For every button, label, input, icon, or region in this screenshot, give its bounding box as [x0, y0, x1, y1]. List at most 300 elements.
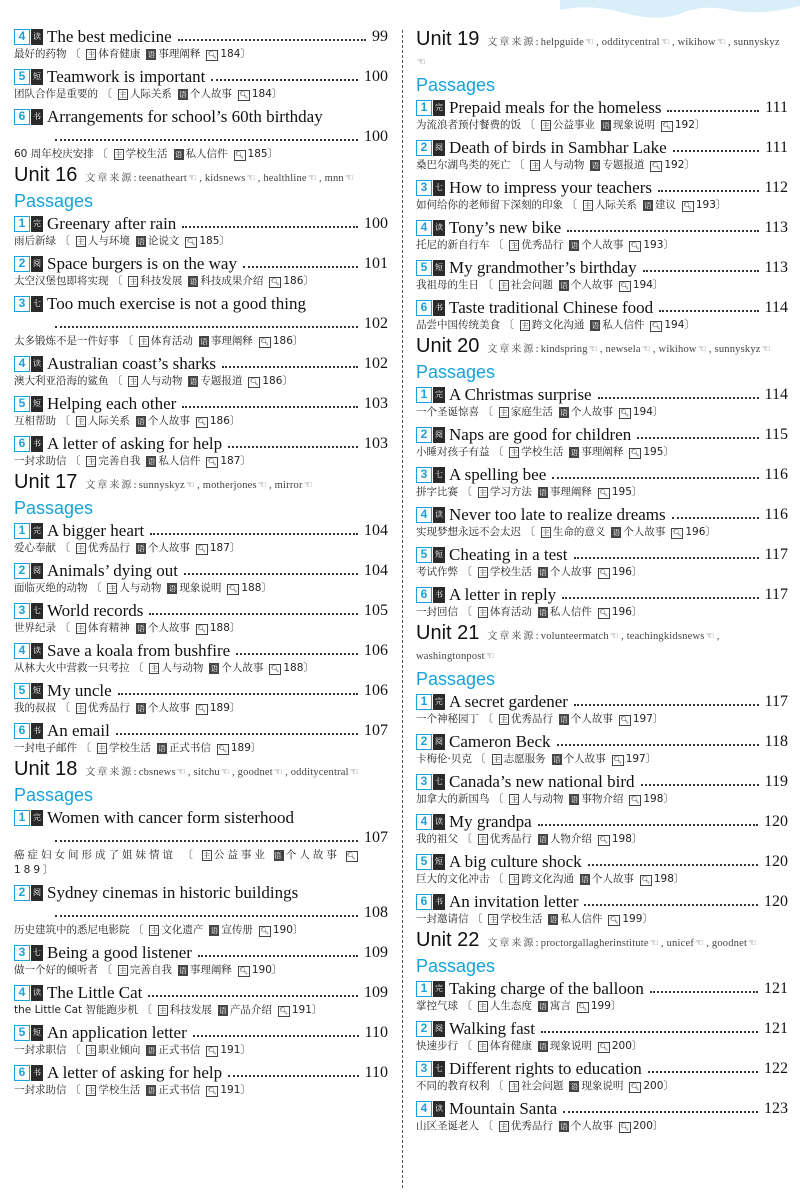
source-separator: ,: [199, 173, 205, 184]
dot-leader: [182, 406, 358, 408]
genre-tag-icon: 语: [644, 201, 652, 210]
bracket-close: 〕: [303, 662, 314, 674]
entry-type-badge: 读: [31, 643, 43, 659]
entry-title[interactable]: Mountain Santa: [449, 1098, 558, 1118]
entry-theme: 社会问题: [510, 279, 553, 291]
entry-genre: 人物介绍: [549, 833, 592, 845]
bracket-open: 〔: [479, 406, 493, 418]
bracket-close: 〕: [229, 702, 241, 714]
entry-page-number: 123: [764, 1099, 788, 1117]
entry-title[interactable]: Death of birds in Sambhar Lake: [449, 137, 667, 157]
entry-title[interactable]: Different rights to education: [449, 1058, 642, 1078]
entry-title-line[interactable]: [14, 720, 388, 741]
entry-number: 2: [416, 1021, 432, 1037]
passages-heading: Passages: [416, 75, 496, 95]
bracket-open: 〔: [489, 239, 504, 251]
dot-leader: [643, 270, 759, 272]
entry-genre: 现象说明: [179, 582, 222, 594]
theme-tag-icon: 主: [500, 715, 508, 724]
theme-tag-icon: 主: [542, 121, 550, 130]
passages-heading: Passages: [14, 191, 94, 211]
entry-title-line[interactable]: [14, 982, 388, 1003]
entry-number: 5: [14, 683, 30, 699]
entry-number: 3: [14, 296, 30, 312]
entry-title-line[interactable]: [14, 1062, 388, 1083]
entry-chinese-title: 一封回信: [416, 606, 458, 618]
entry-title[interactable]: Cheating in a test: [449, 544, 568, 564]
toc-entry[interactable]: [14, 982, 388, 1018]
entry-title-line[interactable]: [416, 731, 788, 752]
sources-label: 文章来源:: [487, 344, 541, 355]
magnifier-page-icon: 🔍︎: [197, 625, 207, 633]
toc-entry[interactable]: [14, 293, 388, 349]
theme-tag-icon: 主: [479, 835, 487, 844]
toc-entry[interactable]: [14, 640, 388, 676]
entry-title-line[interactable]: [14, 26, 388, 47]
entry-title-line[interactable]: [14, 106, 388, 127]
entry-theme: 体育活动: [489, 606, 532, 618]
genre-tag-icon: 语: [591, 161, 600, 170]
entry-theme: 人与动物: [140, 375, 183, 387]
entry-chinese-title: 我的祖父: [416, 833, 458, 845]
bracket-open: 〔: [56, 622, 70, 634]
source-separator: ,: [671, 37, 678, 48]
source-name: sunnyskyz: [733, 37, 780, 48]
entry-answer-page: 193: [643, 239, 664, 251]
dot-leader: [116, 733, 358, 735]
entry-title[interactable]: Teamwork is important: [47, 66, 206, 86]
entry-answer-page: 186: [283, 275, 304, 287]
toc-entry[interactable]: [14, 560, 388, 596]
entry-answer-page: 188: [241, 582, 262, 594]
entry-meta-line: [14, 334, 388, 349]
genre-tag-icon: 语: [179, 966, 187, 975]
entry-page-line: [14, 127, 388, 147]
entry-genre: 宣传册: [221, 924, 253, 936]
entry-answer-page: 200: [632, 1120, 653, 1132]
toc-entry[interactable]: [416, 137, 788, 173]
source-name: goodnet: [711, 938, 748, 949]
entry-title-line[interactable]: [14, 600, 388, 621]
genre-tag-icon: 语: [539, 488, 547, 497]
entry-title-line[interactable]: [416, 137, 788, 158]
toc-entry[interactable]: [416, 504, 788, 540]
toc-entry[interactable]: [14, 1022, 388, 1058]
toc-entry[interactable]: [14, 106, 388, 162]
magnifier-page-icon: 🔍︎: [197, 705, 207, 713]
entry-title[interactable]: Arrangements for school’s 60th birthday: [47, 106, 323, 126]
entry-title[interactable]: Tony’s new bike: [449, 217, 562, 237]
entry-genre: 专题报道: [200, 375, 243, 387]
entry-theme: 学校生活: [108, 742, 151, 754]
toc-entry[interactable]: [14, 720, 388, 756]
bracket-close: 〕: [715, 199, 727, 211]
entry-theme: 学校生活: [500, 913, 543, 925]
theme-tag-icon: 主: [531, 161, 540, 170]
entry-title[interactable]: Too much exercise is not a good thing: [47, 293, 306, 313]
entry-theme: 体育活动: [150, 335, 193, 347]
magnifier-page-icon: 🔍︎: [207, 1047, 217, 1055]
entry-meta-line: [14, 541, 388, 556]
entry-title[interactable]: Taste traditional Chinese food: [449, 297, 654, 317]
entry-meta-line: [14, 923, 388, 938]
unit-title: Unit 19: [416, 28, 480, 50]
entry-title[interactable]: Prepaid meals for the homeless: [449, 97, 662, 117]
entry-theme: 公益事业: [213, 849, 268, 861]
entry-title-line[interactable]: [14, 942, 388, 963]
entry-title-line[interactable]: [416, 217, 788, 238]
theme-tag-icon: 主: [114, 150, 123, 159]
entry-number: 2: [14, 563, 30, 579]
pointing-hand-icon: ☜: [609, 631, 620, 642]
entry-title[interactable]: An invitation letter: [449, 891, 579, 911]
magnifier-page-icon: 🔍︎: [270, 665, 280, 673]
entry-title[interactable]: My grandmother’s birthday: [449, 257, 637, 277]
bracket-open: 〔: [66, 48, 81, 60]
entry-meta-line: [416, 792, 788, 807]
entry-title-line[interactable]: [416, 97, 788, 118]
bracket-close: 〕: [631, 486, 643, 498]
bracket-open: 〔: [489, 1080, 504, 1092]
entry-type-badge: 七: [31, 296, 43, 312]
bracket-close: 〕: [652, 713, 664, 725]
toc-entry[interactable]: [416, 97, 788, 133]
entry-title[interactable]: A spelling bee: [449, 464, 547, 484]
theme-tag-icon: 主: [510, 1082, 519, 1091]
toc-entry[interactable]: [416, 978, 788, 1014]
entry-title-line[interactable]: [14, 353, 388, 374]
entry-theme: 优秀品行: [489, 833, 532, 845]
entry-title-line[interactable]: [14, 213, 388, 234]
genre-tag-icon: 语: [560, 1122, 568, 1131]
entry-number: 1: [416, 694, 432, 710]
passages-heading: Passages: [416, 669, 496, 689]
entry-title-line[interactable]: [14, 882, 388, 903]
theme-tag-icon: 主: [584, 201, 592, 210]
entry-title[interactable]: Save a koala from bushfire: [47, 640, 231, 660]
bracket-close: 〕: [652, 279, 664, 291]
genre-tag-icon: 语: [539, 608, 547, 617]
bracket-close: 〕: [240, 1044, 251, 1056]
toc-entry[interactable]: [14, 26, 388, 62]
entry-page-number: 120: [764, 812, 788, 830]
bracket-close: 〕: [652, 406, 664, 418]
entry-title[interactable]: Animals’ dying out: [47, 560, 178, 580]
entry-title-line[interactable]: [416, 1098, 788, 1119]
source-separator: ,: [599, 344, 606, 355]
entry-title[interactable]: My grandpa: [449, 811, 532, 831]
entry-title-line[interactable]: [416, 891, 788, 912]
toc-entry[interactable]: [416, 544, 788, 580]
entry-title-line[interactable]: [14, 253, 388, 274]
entry-chinese-title: 我的叔叔: [14, 702, 56, 714]
entry-title-line[interactable]: [14, 640, 388, 661]
entry-title-line[interactable]: [14, 66, 388, 87]
entry-meta-line: [416, 485, 788, 500]
magnifier-page-icon: 🔍︎: [260, 338, 270, 346]
entry-title-line[interactable]: [416, 584, 788, 605]
dot-leader: [228, 1075, 358, 1077]
entry-type-badge: 短: [433, 854, 445, 870]
genre-tag-icon: 语: [570, 241, 579, 250]
entry-answer-page: 192: [664, 159, 685, 171]
entry-answer-page: 188: [283, 662, 304, 674]
entry-title[interactable]: A letter of asking for help: [47, 433, 223, 453]
toc-entry[interactable]: [14, 942, 388, 978]
entry-title[interactable]: An email: [47, 720, 110, 740]
entry-title-line[interactable]: [416, 771, 788, 792]
theme-tag-icon: 主: [87, 1086, 96, 1095]
source-name: teachingkidsnews: [626, 631, 705, 642]
entry-title[interactable]: The Little Cat: [47, 982, 143, 1002]
bracket-close: 〕: [663, 1080, 674, 1092]
theme-tag-icon: 主: [510, 795, 519, 804]
entry-title-line[interactable]: [416, 1058, 788, 1079]
toc-entry[interactable]: [416, 851, 788, 887]
toc-entry[interactable]: [416, 771, 788, 807]
sources-label: 文章来源:: [487, 938, 541, 949]
entry-title-line[interactable]: [416, 424, 788, 445]
entry-title[interactable]: Helping each other: [47, 393, 177, 413]
entry-title-line[interactable]: [14, 520, 388, 541]
dot-leader: [149, 613, 358, 615]
entry-title[interactable]: Space burgers is on the way: [47, 253, 237, 273]
entry-chinese-title: 加拿大的新国鸟: [416, 793, 490, 805]
toc-entry[interactable]: [416, 1018, 788, 1054]
theme-tag-icon: 主: [500, 408, 508, 417]
pointing-hand-icon: ☜: [303, 480, 313, 491]
theme-tag-icon: 主: [150, 926, 159, 935]
entry-answer-page: 189: [209, 702, 230, 714]
toc-entry[interactable]: [416, 297, 788, 333]
toc-entry[interactable]: [416, 891, 788, 927]
entry-meta-line: [416, 238, 788, 253]
entry-title-line[interactable]: [416, 811, 788, 832]
toc-entry[interactable]: [14, 253, 388, 289]
entry-title[interactable]: Australian coast’s sharks: [47, 353, 217, 373]
toc-entry[interactable]: [14, 213, 388, 249]
entry-title[interactable]: Never too late to realize dreams: [449, 504, 666, 524]
entry-meta-line: [416, 118, 788, 133]
toc-entry[interactable]: [14, 433, 388, 469]
entry-title[interactable]: An application letter: [47, 1022, 187, 1042]
entry-chinese-title: 品尝中国传统美食: [416, 319, 500, 331]
sources-label: 文章来源:: [487, 631, 541, 642]
bracket-close: 〕: [229, 415, 241, 427]
entry-title[interactable]: The best medicine: [47, 26, 172, 46]
entry-title-line[interactable]: [14, 680, 388, 701]
entry-number: 5: [416, 854, 432, 870]
entry-page-number: 113: [764, 258, 788, 276]
toc-entry[interactable]: [416, 177, 788, 213]
toc-entry[interactable]: [416, 384, 788, 420]
entry-chinese-title: 一封求职信: [14, 1044, 67, 1056]
entry-chinese-title: 太多锻炼不是一件好事: [14, 335, 119, 347]
toc-entry[interactable]: [14, 882, 388, 938]
entry-title[interactable]: Walking fast: [449, 1018, 535, 1038]
pointing-hand-icon: ☜: [695, 938, 705, 949]
entry-page-number: 108: [364, 904, 388, 921]
toc-entry[interactable]: [416, 1098, 788, 1134]
entry-title[interactable]: Sydney cinemas in historic buildings: [47, 882, 299, 902]
toc-entry[interactable]: [416, 257, 788, 293]
source-name: helpguide: [540, 37, 584, 48]
toc-entry[interactable]: [416, 731, 788, 767]
unit-sources: [487, 344, 772, 355]
entry-title-line[interactable]: [14, 1022, 388, 1043]
entry-chinese-title: 一封邀请信: [416, 913, 469, 925]
entry-theme: 跨文化沟通: [521, 873, 574, 885]
genre-tag-icon: 语: [273, 851, 285, 860]
entry-title-line[interactable]: [416, 177, 788, 198]
entry-number: 6: [416, 587, 432, 603]
entry-genre: 个人故事: [581, 239, 624, 251]
entry-chinese-title: 癌症妇女间形成了姐妹情谊: [14, 849, 176, 861]
entry-title-line[interactable]: [416, 257, 788, 278]
entry-title-line[interactable]: [416, 544, 788, 565]
source-name: volunteermatch: [540, 631, 609, 642]
entry-title-line[interactable]: [14, 293, 388, 314]
entry-title[interactable]: A bigger heart: [47, 520, 145, 540]
source-separator: ,: [318, 173, 325, 184]
entry-chinese-title: 实现梦想永远不会太迟: [416, 526, 521, 538]
entry-title-line[interactable]: [416, 384, 788, 405]
toc-entry[interactable]: [416, 424, 788, 460]
unit-header: [14, 760, 388, 782]
toc-entry[interactable]: [416, 691, 788, 727]
entry-title[interactable]: World records: [47, 600, 144, 620]
entry-answer-page: 200: [611, 1040, 632, 1052]
pointing-hand-icon: ☜: [660, 37, 670, 48]
entry-theme: 人与环境: [87, 235, 130, 247]
entry-title-line[interactable]: [416, 297, 788, 318]
source-name: teenatheart: [138, 173, 188, 184]
dot-leader: [538, 824, 758, 826]
entry-number: 6: [14, 1065, 30, 1081]
magnifier-page-icon: 🔍︎: [599, 836, 609, 844]
entry-theme: 优秀品行: [510, 1120, 553, 1132]
theme-tag-icon: 主: [77, 237, 85, 246]
dot-leader: [667, 110, 759, 112]
entry-page-number: 110: [364, 1063, 388, 1081]
toc-entry[interactable]: [14, 353, 388, 389]
entry-title[interactable]: Taking charge of the balloon: [449, 978, 644, 998]
dot-leader: [228, 446, 358, 448]
entry-title[interactable]: Being a good listener: [47, 942, 192, 962]
toc-entry[interactable]: [14, 600, 388, 636]
source-name: goodnet: [237, 767, 273, 778]
toc-entry[interactable]: [14, 1062, 388, 1098]
entry-genre: 产品介绍: [229, 1004, 272, 1016]
toc-entry[interactable]: [14, 680, 388, 716]
entry-title[interactable]: Cameron Beck: [449, 731, 551, 751]
dot-leader: [178, 39, 366, 41]
toc-entry[interactable]: [416, 464, 788, 500]
bracket-open: 〔: [563, 199, 577, 211]
entry-title-line[interactable]: [14, 393, 388, 414]
entry-title[interactable]: Greenary after rain: [47, 213, 177, 233]
toc-entry[interactable]: [416, 811, 788, 847]
entry-title-line[interactable]: [416, 851, 788, 872]
entry-chinese-title: 一个圣诞惊喜: [416, 406, 479, 418]
theme-tag-icon: 主: [87, 50, 96, 59]
entry-number: 2: [14, 885, 30, 901]
source-separator: ,: [708, 344, 715, 355]
entry-chinese-title: 卡梅伦·贝克: [416, 753, 472, 765]
toc-entry[interactable]: [416, 1058, 788, 1094]
bracket-open: 〔: [129, 924, 144, 936]
entry-genre: 事理阐释: [581, 446, 624, 458]
entry-chinese-title: 拼字比赛: [416, 486, 458, 498]
entry-title-line[interactable]: [416, 1018, 788, 1039]
toc-entry[interactable]: [14, 66, 388, 102]
entry-title[interactable]: A letter of asking for help: [47, 1062, 223, 1082]
pointing-hand-icon: ☜: [220, 767, 231, 778]
entry-title-line[interactable]: [14, 433, 388, 454]
entry-number: 4: [14, 985, 30, 1001]
entry-title[interactable]: A Christmas surprise: [449, 384, 592, 404]
entry-meta-line: [416, 565, 788, 580]
entry-title-line[interactable]: [14, 560, 388, 581]
entry-type-badge: 书: [433, 300, 445, 316]
source-name: mirror: [274, 480, 303, 491]
entry-title-line[interactable]: [416, 978, 788, 999]
entry-title-line[interactable]: [416, 464, 788, 485]
entry-meta-line: [416, 278, 788, 293]
source-name: kidsnews: [204, 173, 246, 184]
entry-meta-line: [416, 712, 788, 727]
bracket-open: 〔: [458, 833, 472, 845]
dot-leader: [243, 266, 358, 268]
toc-entry[interactable]: [416, 584, 788, 620]
entry-theme: 人与动物: [161, 662, 204, 674]
dot-leader: [557, 744, 759, 746]
entry-chinese-title: 小睡对孩子有益: [416, 446, 490, 458]
entry-title[interactable]: A big culture shock: [449, 851, 582, 871]
entry-title[interactable]: A secret gardener: [449, 691, 568, 711]
dot-leader: [55, 139, 358, 141]
entry-title-line[interactable]: [416, 691, 788, 712]
entry-genre: 个人故事: [570, 406, 613, 418]
entry-title-line[interactable]: [14, 807, 388, 828]
toc-entry[interactable]: [14, 807, 388, 878]
toc-entry[interactable]: [14, 393, 388, 429]
entry-title[interactable]: Canada’s new national bird: [449, 771, 635, 791]
entry-meta-line: [14, 661, 388, 676]
entry-title[interactable]: How to impress your teachers: [449, 177, 653, 197]
entry-page-number: 102: [364, 315, 388, 332]
entry-chinese-title: the Little Cat 智能跑步机: [14, 1004, 139, 1016]
entry-title[interactable]: Naps are good for children: [449, 424, 632, 444]
entry-title[interactable]: My uncle: [47, 680, 112, 700]
magnifier-page-icon: 🔍︎: [260, 927, 270, 935]
dot-leader: [658, 190, 759, 192]
pointing-hand-icon: ☜: [307, 173, 317, 184]
toc-entry[interactable]: [14, 520, 388, 556]
bracket-open: 〔: [510, 159, 525, 171]
entry-theme: 人与动物: [119, 582, 162, 594]
entry-title[interactable]: A letter in reply: [449, 584, 557, 604]
bracket-open: 〔: [66, 1084, 81, 1096]
entry-page-number: 107: [364, 721, 388, 739]
magnifier-page-icon: 🔍︎: [346, 852, 359, 860]
entry-title[interactable]: Women with cancer form sisterhood: [47, 807, 294, 827]
dot-leader: [598, 397, 759, 399]
toc-entry[interactable]: [416, 217, 788, 253]
entry-number: 4: [14, 356, 30, 372]
genre-tag-icon: 语: [147, 1086, 156, 1095]
entry-title-line[interactable]: [416, 504, 788, 525]
